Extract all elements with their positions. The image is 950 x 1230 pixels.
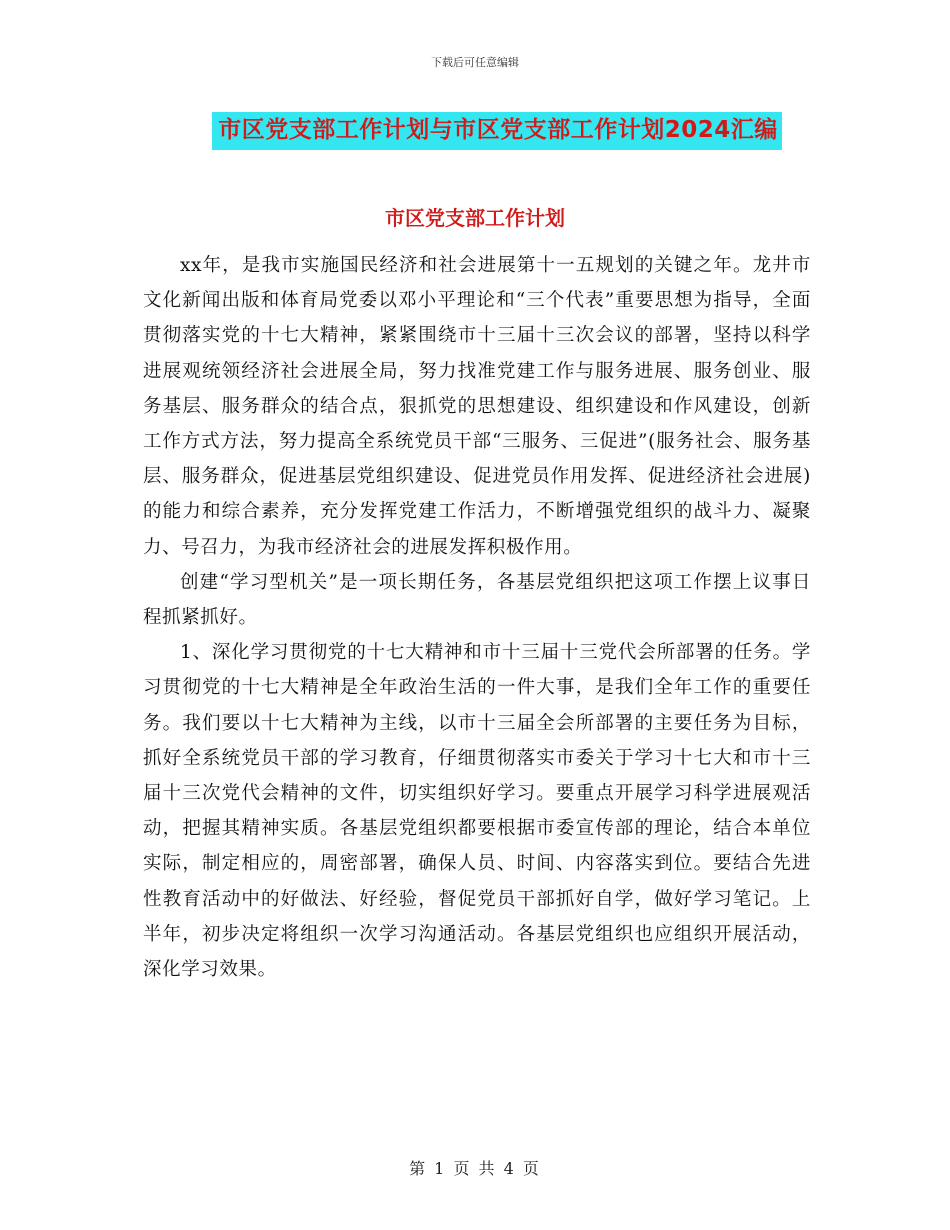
page-number-footer: 第 1 页 共 4 页	[409, 1159, 541, 1178]
page-header-note: 下载后可任意编辑	[431, 56, 519, 69]
document-body	[143, 248, 811, 987]
body-paragraph-2: 创建“学习型机关”是一项长期任务，各基层党组织把这项工作摆上议事日程抓紧抓好。	[143, 571, 811, 629]
document-main-title: 市区党支部工作计划与市区党支部工作计划2024汇编	[212, 112, 782, 150]
body-paragraph-3: 1、深化学习贯彻党的十七大精神和市十三届十三党代会所部署的任务。学习贯彻党的十七大精神是全年政治生活的一件大事，是我们全年工作的重要任务。我们要以十七大精神为主线，以市十三届全会所部署的主要任务为目标，抓好全系统党员干部的学习教育，仔细贯彻落实市委关于学习十七大和市十三届十三次党代会精神的文件，切实组织好学习。要重点开展学习科学进展观活动，把握其精神实质。各基层党组织都要根据市委宣传部的理论，结合本单位实际，制定相应的，周密部署，确保人员、时间、内容落实到位。要结合先进性教育活动中的好做法、好经验，督促党员干部抓好自学，做好学习笔记。上半年，初步决定将组织一次学习沟通活动。各基层党组织也应组织开展活动，深化学习效果。	[143, 642, 811, 981]
body-paragraph-1: xx年，是我市实施国民经济和社会进展第十一五规划的关键之年。龙井市文化新闻出版和体育局党委以邓小平理论和“三个代表”重要思想为指导，全面贯彻落实党的十七大精神，紧紧围绕市十三届十三次会议的部署，坚持以科学进展观统领经济社会进展全局，努力找准党建工作与服务进展、服务创业、服务基层、服务群众的结合点，狠抓党的思想建设、组织建设和作风建设，创新工作方式方法，努力提高全系统党员干部“三服务、三促进”(服务社会、服务基层、服务群众，促进基层党组织建设、促进党员作用发挥、促进经济社会进展)的能力和综合素养，充分发挥党建工作活力，不断增强党组织的战斗力、凝聚力、号召力，为我市经济社会的进展发挥积极作用。	[143, 255, 811, 558]
main-title-container	[0, 112, 950, 150]
section-title: 市区党支部工作计划	[385, 206, 565, 230]
